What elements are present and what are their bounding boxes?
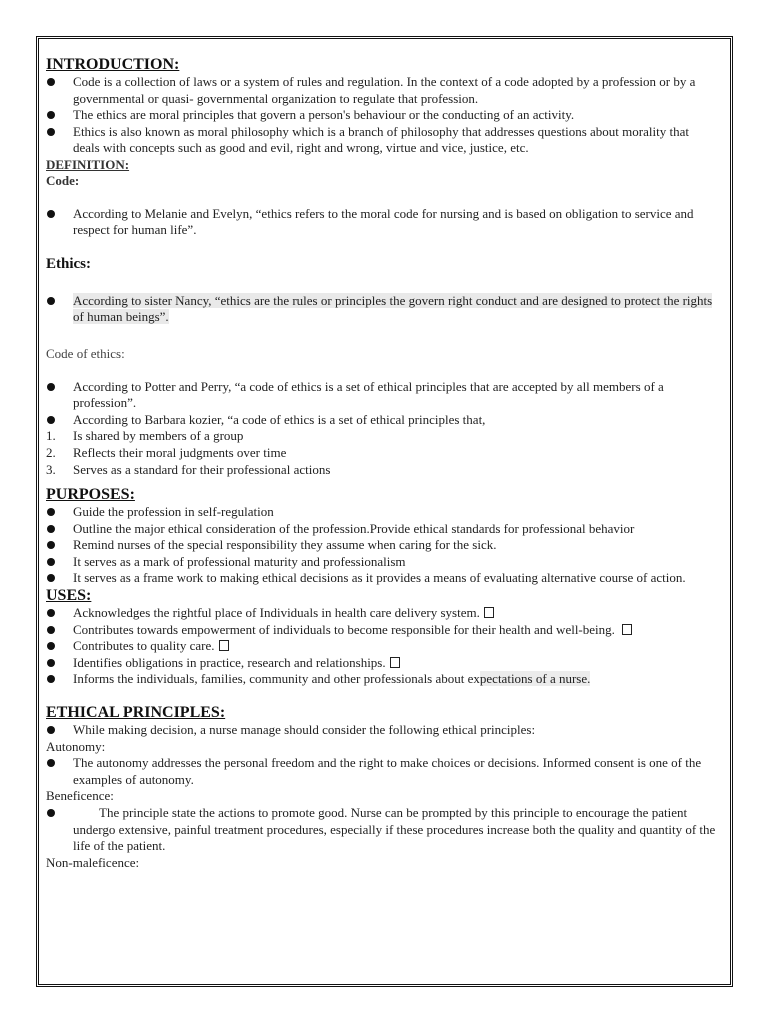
ethical-principles-intro-list: [46, 722, 718, 739]
empty-box-icon: [484, 607, 494, 618]
bullet-icon: [47, 383, 55, 391]
list-item: The principle state the actions to promote good. Nurse can be prompted by this principle to encourage the patient undergo extensive, painful treatment procedures, especially if these procedures increase both the quality and quantity of the life of the patient.: [46, 805, 718, 855]
list-item: Contributes towards empowerment of individuals to become responsible for their health and well-being.: [46, 622, 718, 639]
list-item: 2. Reflects their moral judgments over time: [46, 444, 287, 460]
uses-list: [46, 605, 718, 688]
bullet-icon: [47, 659, 55, 667]
list-item: Informs the individuals, families, community and other professionals about expectations of a nurse.: [46, 671, 718, 688]
bullet-icon: [47, 809, 55, 817]
bullet-icon: [47, 508, 55, 516]
beneficence-label: Beneficence:: [46, 788, 114, 804]
list-item: According to Barbara kozier, “a code of ethics is a set of ethical principles that,: [46, 412, 718, 429]
list-item: The ethics are moral principles that govern a person's behaviour or the conducting of an activity.: [46, 107, 718, 124]
list-item: Remind nurses of the special responsibility they assume when caring for the sick.: [46, 537, 718, 554]
list-item: Code is a collection of laws or a system of rules and regulation. In the context of a code adopted by a profession or by a governmental or quasi- governmental organization to regulate that profession.: [46, 74, 718, 107]
ethics-label: Ethics:: [46, 255, 91, 272]
non-maleficence-label: Non-maleficence:: [46, 854, 140, 870]
list-item: The autonomy addresses the personal freedom and the right to make choices or decisions. Informed consent is one of the examples of autonomy.: [46, 755, 718, 788]
list-item: Acknowledges the rightful place of Individuals in health care delivery system.: [46, 605, 718, 622]
code-label: Code:: [46, 172, 80, 188]
introduction-heading: INTRODUCTION:: [46, 56, 180, 73]
bullet-icon: [47, 416, 55, 424]
empty-box-icon: [390, 657, 400, 668]
bullet-icon: [47, 541, 55, 549]
list-item: It serves as a frame work to making ethical decisions as it provides a means of evaluating alternative course of action.: [46, 570, 718, 587]
empty-box-icon: [622, 624, 632, 635]
list-item: 1. Is shared by members of a group: [46, 428, 244, 444]
code-of-ethics-label: Code of ethics:: [46, 345, 125, 361]
bullet-icon: [47, 726, 55, 734]
list-item: Identifies obligations in practice, research and relationships.: [46, 655, 718, 672]
bullet-icon: [47, 609, 55, 617]
autonomy-label: Autonomy:: [46, 738, 106, 754]
list-item: According to Potter and Perry, “a code of ethics is a set of ethical principles that are accepted by all members of a profession”.: [46, 379, 718, 412]
bullet-icon: [47, 210, 55, 218]
bullet-icon: [47, 759, 55, 767]
code-of-ethics-list: [46, 379, 718, 429]
code-of-ethics-numbered-list: [46, 428, 718, 478]
bullet-icon: [47, 78, 55, 86]
code-definition-list: [46, 206, 718, 239]
list-item: Outline the major ethical consideration of the profession.Provide ethical standards for professional behavior: [46, 521, 718, 538]
bullet-icon: [47, 642, 55, 650]
ethical-principles-heading: ETHICAL PRINCIPLES:: [46, 704, 226, 722]
bullet-icon: [47, 525, 55, 533]
introduction-list: [46, 74, 718, 157]
list-item: According to sister Nancy, “ethics are the rules or principles the govern right conduct and are designed to protect the rights of human beings”.: [46, 293, 718, 326]
list-item: It serves as a mark of professional maturity and professionalism: [46, 554, 718, 571]
list-item: Guide the profession in self-regulation: [46, 504, 718, 521]
list-item: Ethics is also known as moral philosophy which is a branch of philosophy that addresses questions about morality that deals with concepts such as good and evil, right and wrong, virtue and vice, justice, etc.: [46, 124, 718, 157]
definition-heading: DEFINITION:: [46, 156, 130, 172]
empty-box-icon: [219, 640, 229, 651]
purposes-list: [46, 504, 718, 587]
bullet-icon: [47, 626, 55, 634]
beneficence-list: [46, 805, 718, 855]
autonomy-list: [46, 755, 718, 788]
bullet-icon: [47, 558, 55, 566]
uses-heading: USES:: [46, 587, 92, 605]
list-item: 3. Serves as a standard for their professional actions: [46, 461, 331, 477]
document-body: [46, 56, 718, 871]
ethics-definition-list: [46, 293, 718, 326]
bullet-icon: [47, 111, 55, 119]
bullet-icon: [47, 297, 55, 305]
list-item: While making decision, a nurse manage should consider the following ethical principles:: [46, 722, 718, 739]
bullet-icon: [47, 574, 55, 582]
bullet-icon: [47, 128, 55, 136]
list-item: Contributes to quality care.: [46, 638, 718, 655]
bullet-icon: [47, 675, 55, 683]
list-item: According to Melanie and Evelyn, “ethics refers to the moral code for nursing and is based on obligation to service and respect for human life”.: [46, 206, 718, 239]
purposes-heading: PURPOSES:: [46, 486, 135, 504]
